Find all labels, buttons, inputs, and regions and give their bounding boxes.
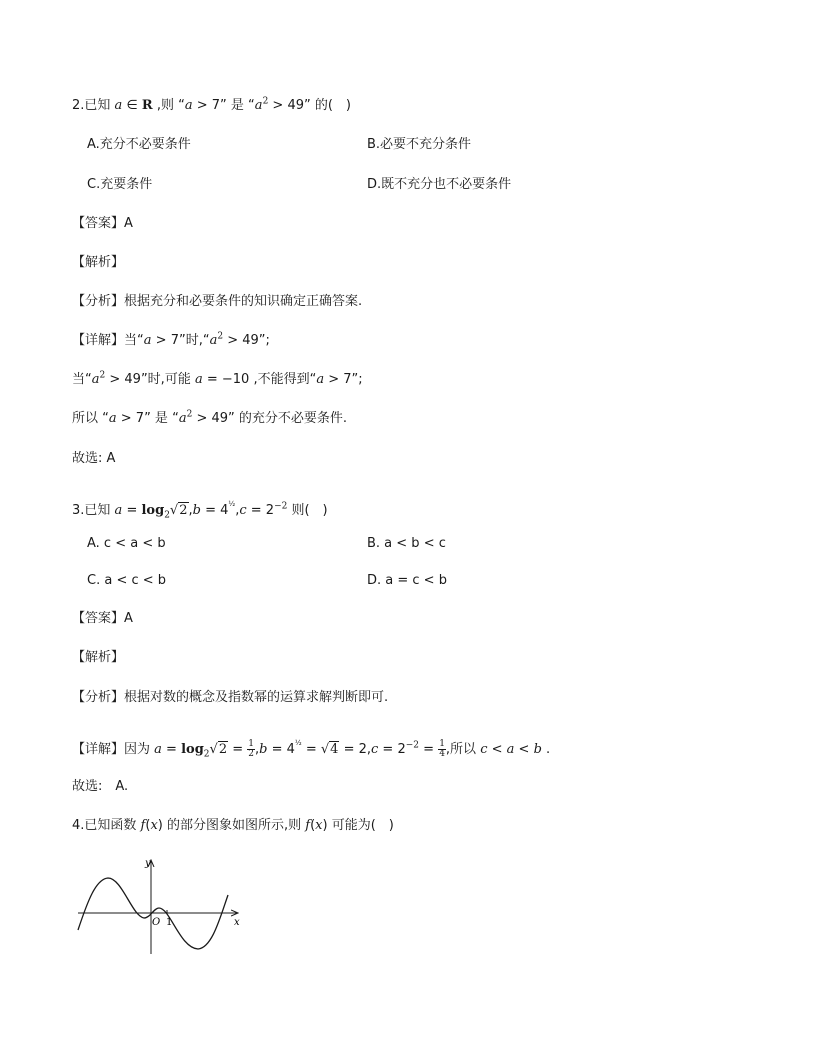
q3-option-b[interactable]: B. a < b < c — [367, 536, 446, 551]
q2-option-c[interactable]: C.充要条件 — [87, 177, 153, 192]
q2-stem: 2.已知 a ∈ R ,则 “a > 7” 是 “$a^2 > 49$” 的( ) — [72, 96, 352, 113]
q4-function-graph — [70, 852, 250, 962]
q2-detail-1: 【详解】当“a > 7”时$,“a^2 > 49$”; — [72, 331, 270, 348]
q3-analysis-heading: 【解析】 — [72, 650, 125, 665]
q3-option-c[interactable]: C. a < c < b — [87, 573, 167, 588]
x-axis-label: x — [234, 917, 240, 928]
q3-stem: 3.已知 $a = \log_2√2,b = 4^{\frac{1}{2}},c = 2^{-2}$ 则( ) — [72, 500, 328, 521]
y-axis-label: y — [145, 858, 151, 869]
q2-analysis-heading: 【解析】 — [72, 255, 125, 270]
origin-label: O — [152, 917, 161, 928]
q3-choose: 故选: A. — [72, 779, 129, 794]
q2-option-d[interactable]: D.既不充分也不必要条件 — [367, 177, 512, 192]
q2-option-b[interactable]: B.必要不充分条件 — [367, 137, 472, 152]
q3-detail-heading: 【详解】 — [72, 742, 125, 757]
q2-option-a[interactable]: A.充分不必要条件 — [87, 137, 191, 152]
q3-analysis: 【分析】根据对数的概念及指数幂的运算求解判断即可. — [72, 690, 389, 705]
q3-option-a[interactable]: A. c < a < b — [87, 536, 166, 551]
q2-choose: 故选: A — [72, 451, 116, 466]
q2-detail-heading: 【详解】 — [72, 333, 125, 348]
q2-detail-3: 所以 “a > 7” 是 “$a^2 > 49$” 的充分不必要条件. — [72, 409, 348, 426]
q2-detail-2: 当“$a^2 > 49$”时,可能 a = −10 ,不能得到“a > 7”; — [72, 370, 363, 387]
q4-stem: 4.已知函数 f(x) 的部分图象如图所示,则 f(x) 可能为( ) — [72, 818, 394, 833]
q2-analysis: 【分析】根据充分和必要条件的知识确定正确答案. — [72, 294, 363, 309]
q3-number: 3. — [72, 503, 85, 518]
q2-number: 2. — [72, 98, 85, 113]
tick-label-1: 1 — [166, 917, 173, 928]
q3-answer: 【答案】A — [72, 611, 133, 626]
q4-number: 4. — [72, 818, 85, 833]
q3-option-d[interactable]: D. a = c < b — [367, 573, 447, 588]
q3-detail: 【详解】因为 $a = \log_2√2$ = $\frac{1}{2}$ $,b = 4^{\frac{1}{2}} = √4 = 2,c = 2^{-2}$ = $\frac{1}{4}$ ,所以 c < a < b . — [72, 739, 551, 760]
q2-answer: 【答案】A — [72, 216, 133, 231]
